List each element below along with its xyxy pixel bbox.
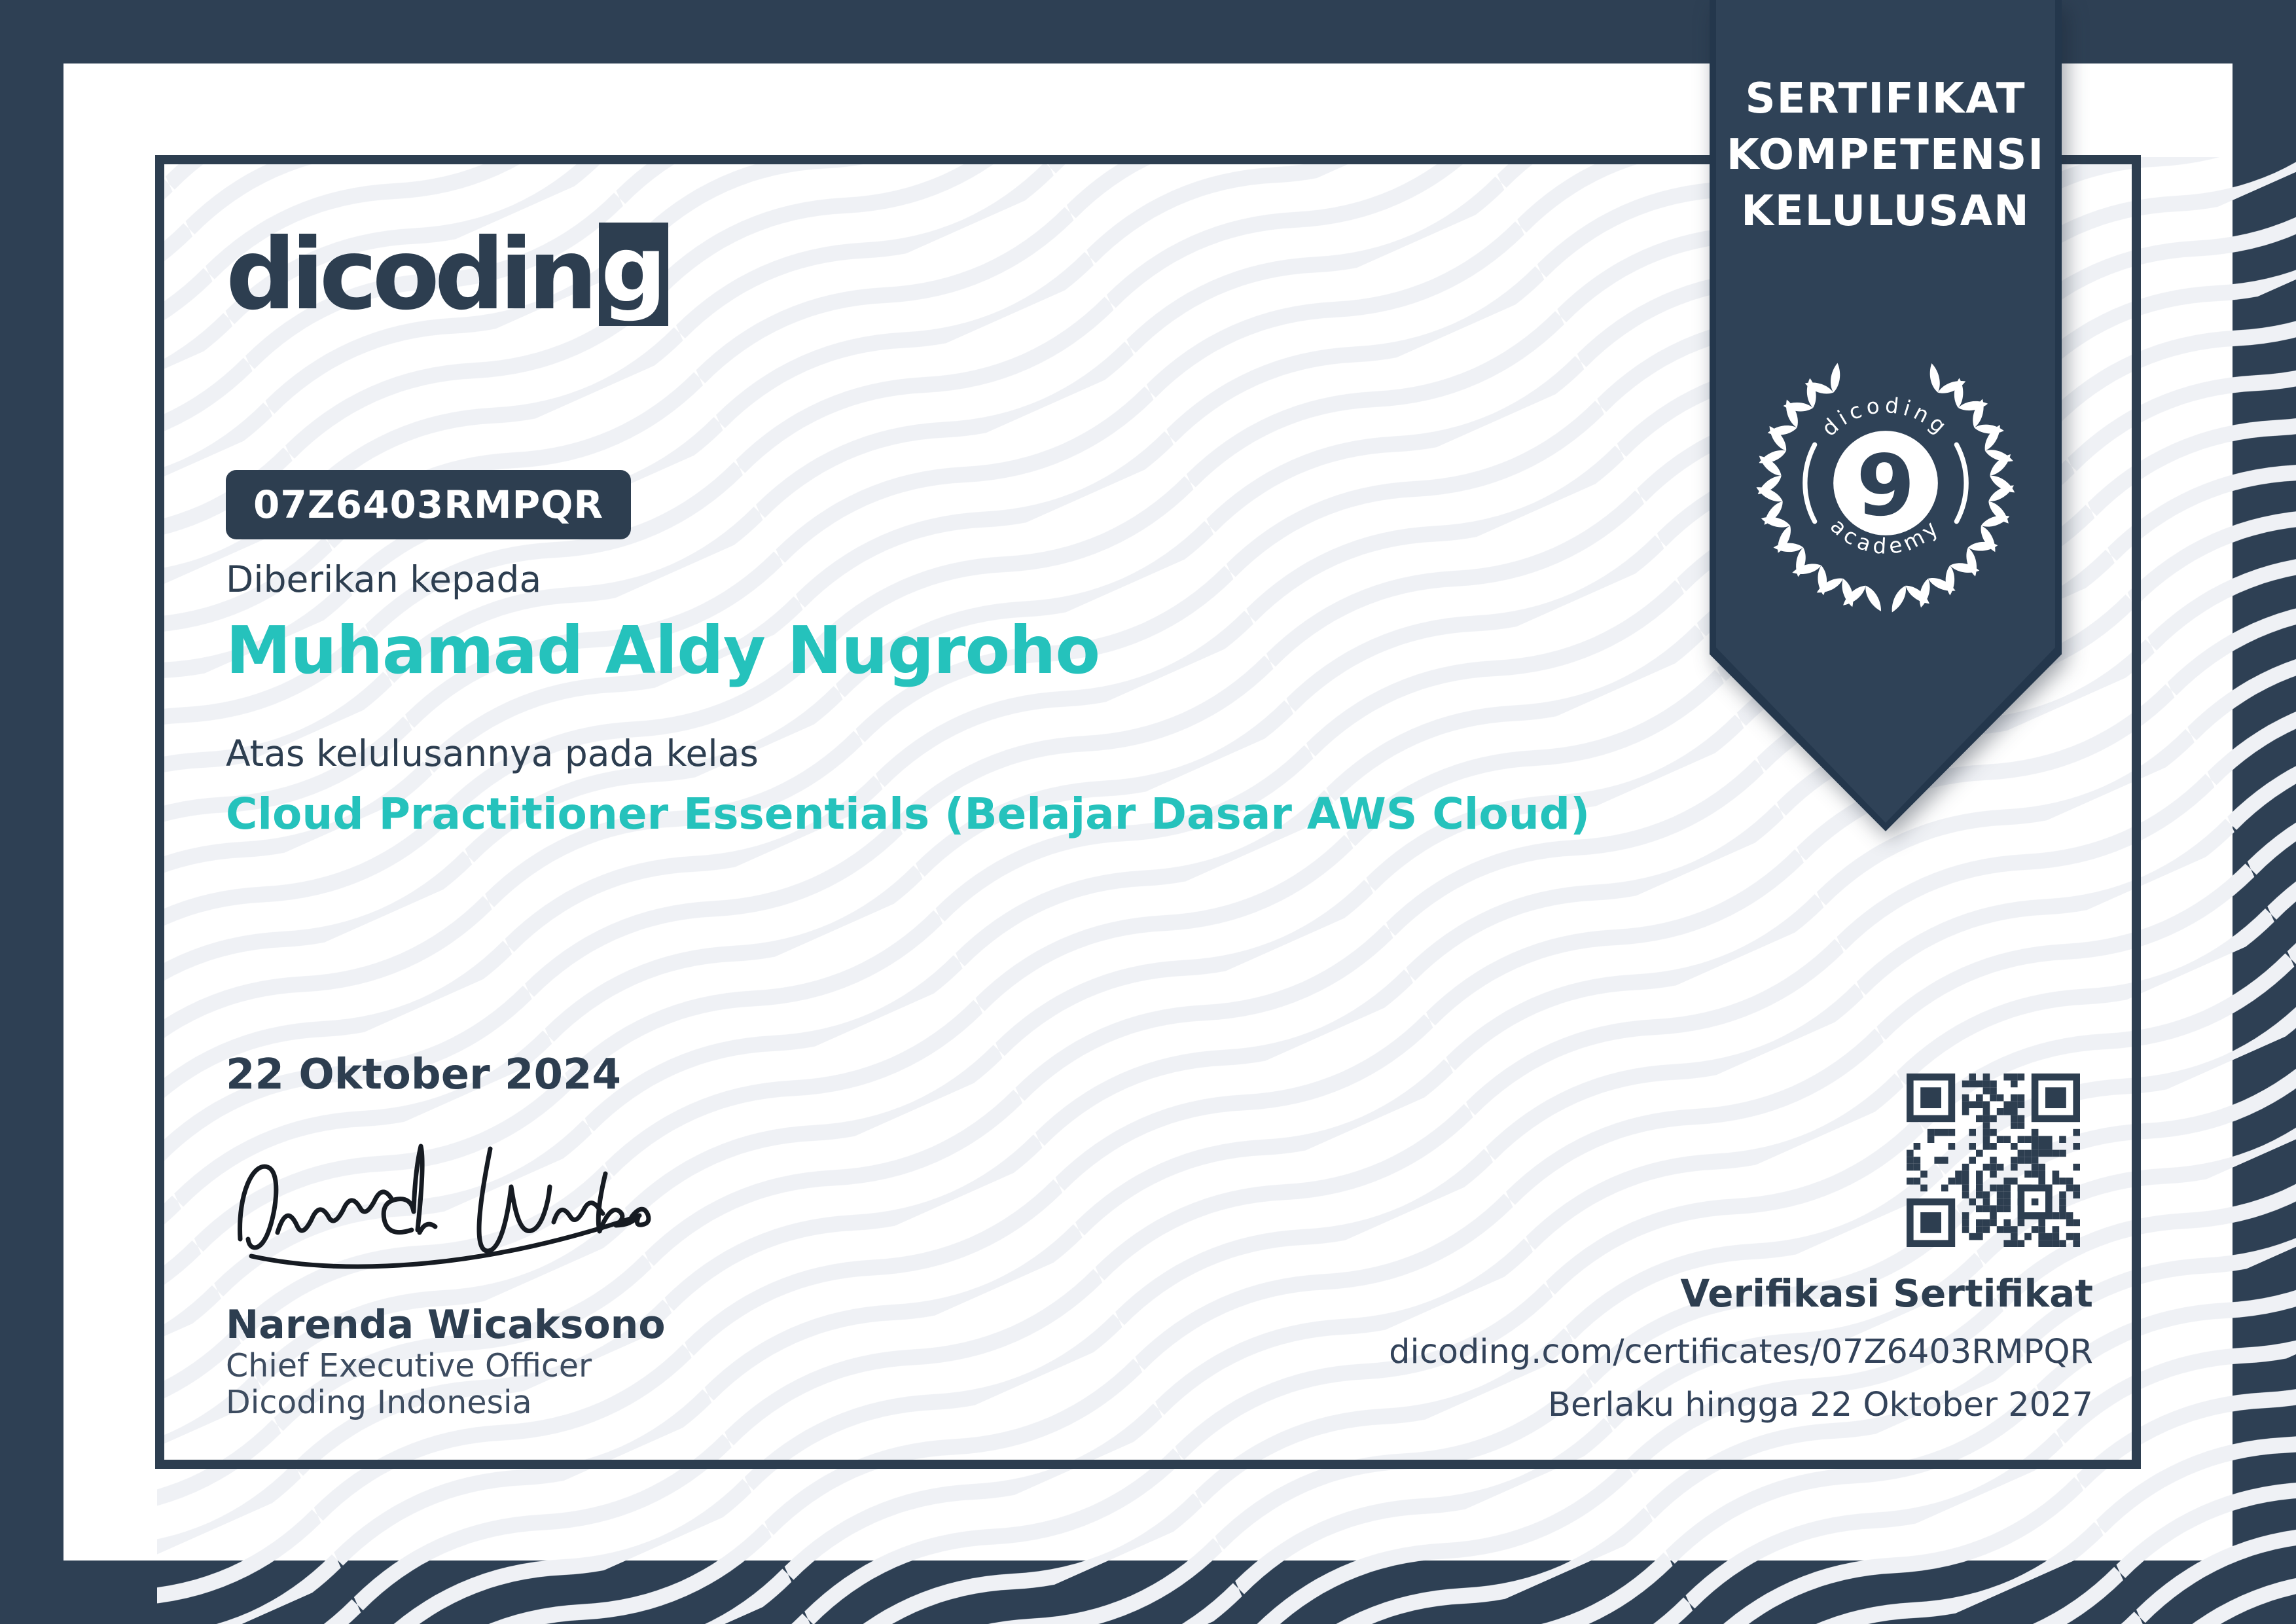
laurel-wreath-icon [1742,339,2030,627]
signer-organization: Dicoding Indonesia [226,1384,532,1421]
issue-date: 22 Oktober 2024 [226,1051,622,1099]
verification-heading: Verifikasi Sertifikat [1680,1271,2093,1316]
signer-titles [226,1348,592,1421]
dicoding-logo-text: dicodin [226,218,593,332]
ribbon-line-2: KOMPETENSI [1726,131,2045,179]
ribbon-line-1: SERTIFIKAT [1745,75,2026,123]
verification-url: dicoding.com/certificates/07Z6403RMPQR [1389,1333,2093,1371]
qr-code [1907,1074,2080,1247]
dicoding-logo [226,216,668,332]
signer-name: Narenda Wicaksono [226,1302,666,1348]
award-ribbon [1710,0,2062,831]
recipient-name: Muhamad Aldy Nugroho [226,612,1100,689]
completion-label: Atas kelulusannya pada kelas [226,732,759,774]
certificate-code-badge: 07Z6403RMPQR [226,470,631,539]
course-title: Cloud Practitioner Essentials (Belajar Dasar AWS Cloud) [226,789,1590,839]
given-to-label: Diberikan kepada [226,558,542,600]
badge-bottom-text: academy [1825,513,1946,560]
dicoding-logo-g-box: g [599,223,668,326]
badge-top-text: dicoding [1817,392,1954,441]
verification-validity: Berlaku hingga 22 Oktober 2027 [1548,1386,2093,1424]
signer-title: Chief Executive Officer [226,1347,592,1384]
verification-block [1389,1271,2093,1424]
ribbon-title [1710,71,2062,240]
ribbon-line-3: KELULUSAN [1741,187,2030,236]
signature-icon [215,1104,673,1288]
badge-number: 9 [1856,437,1915,535]
